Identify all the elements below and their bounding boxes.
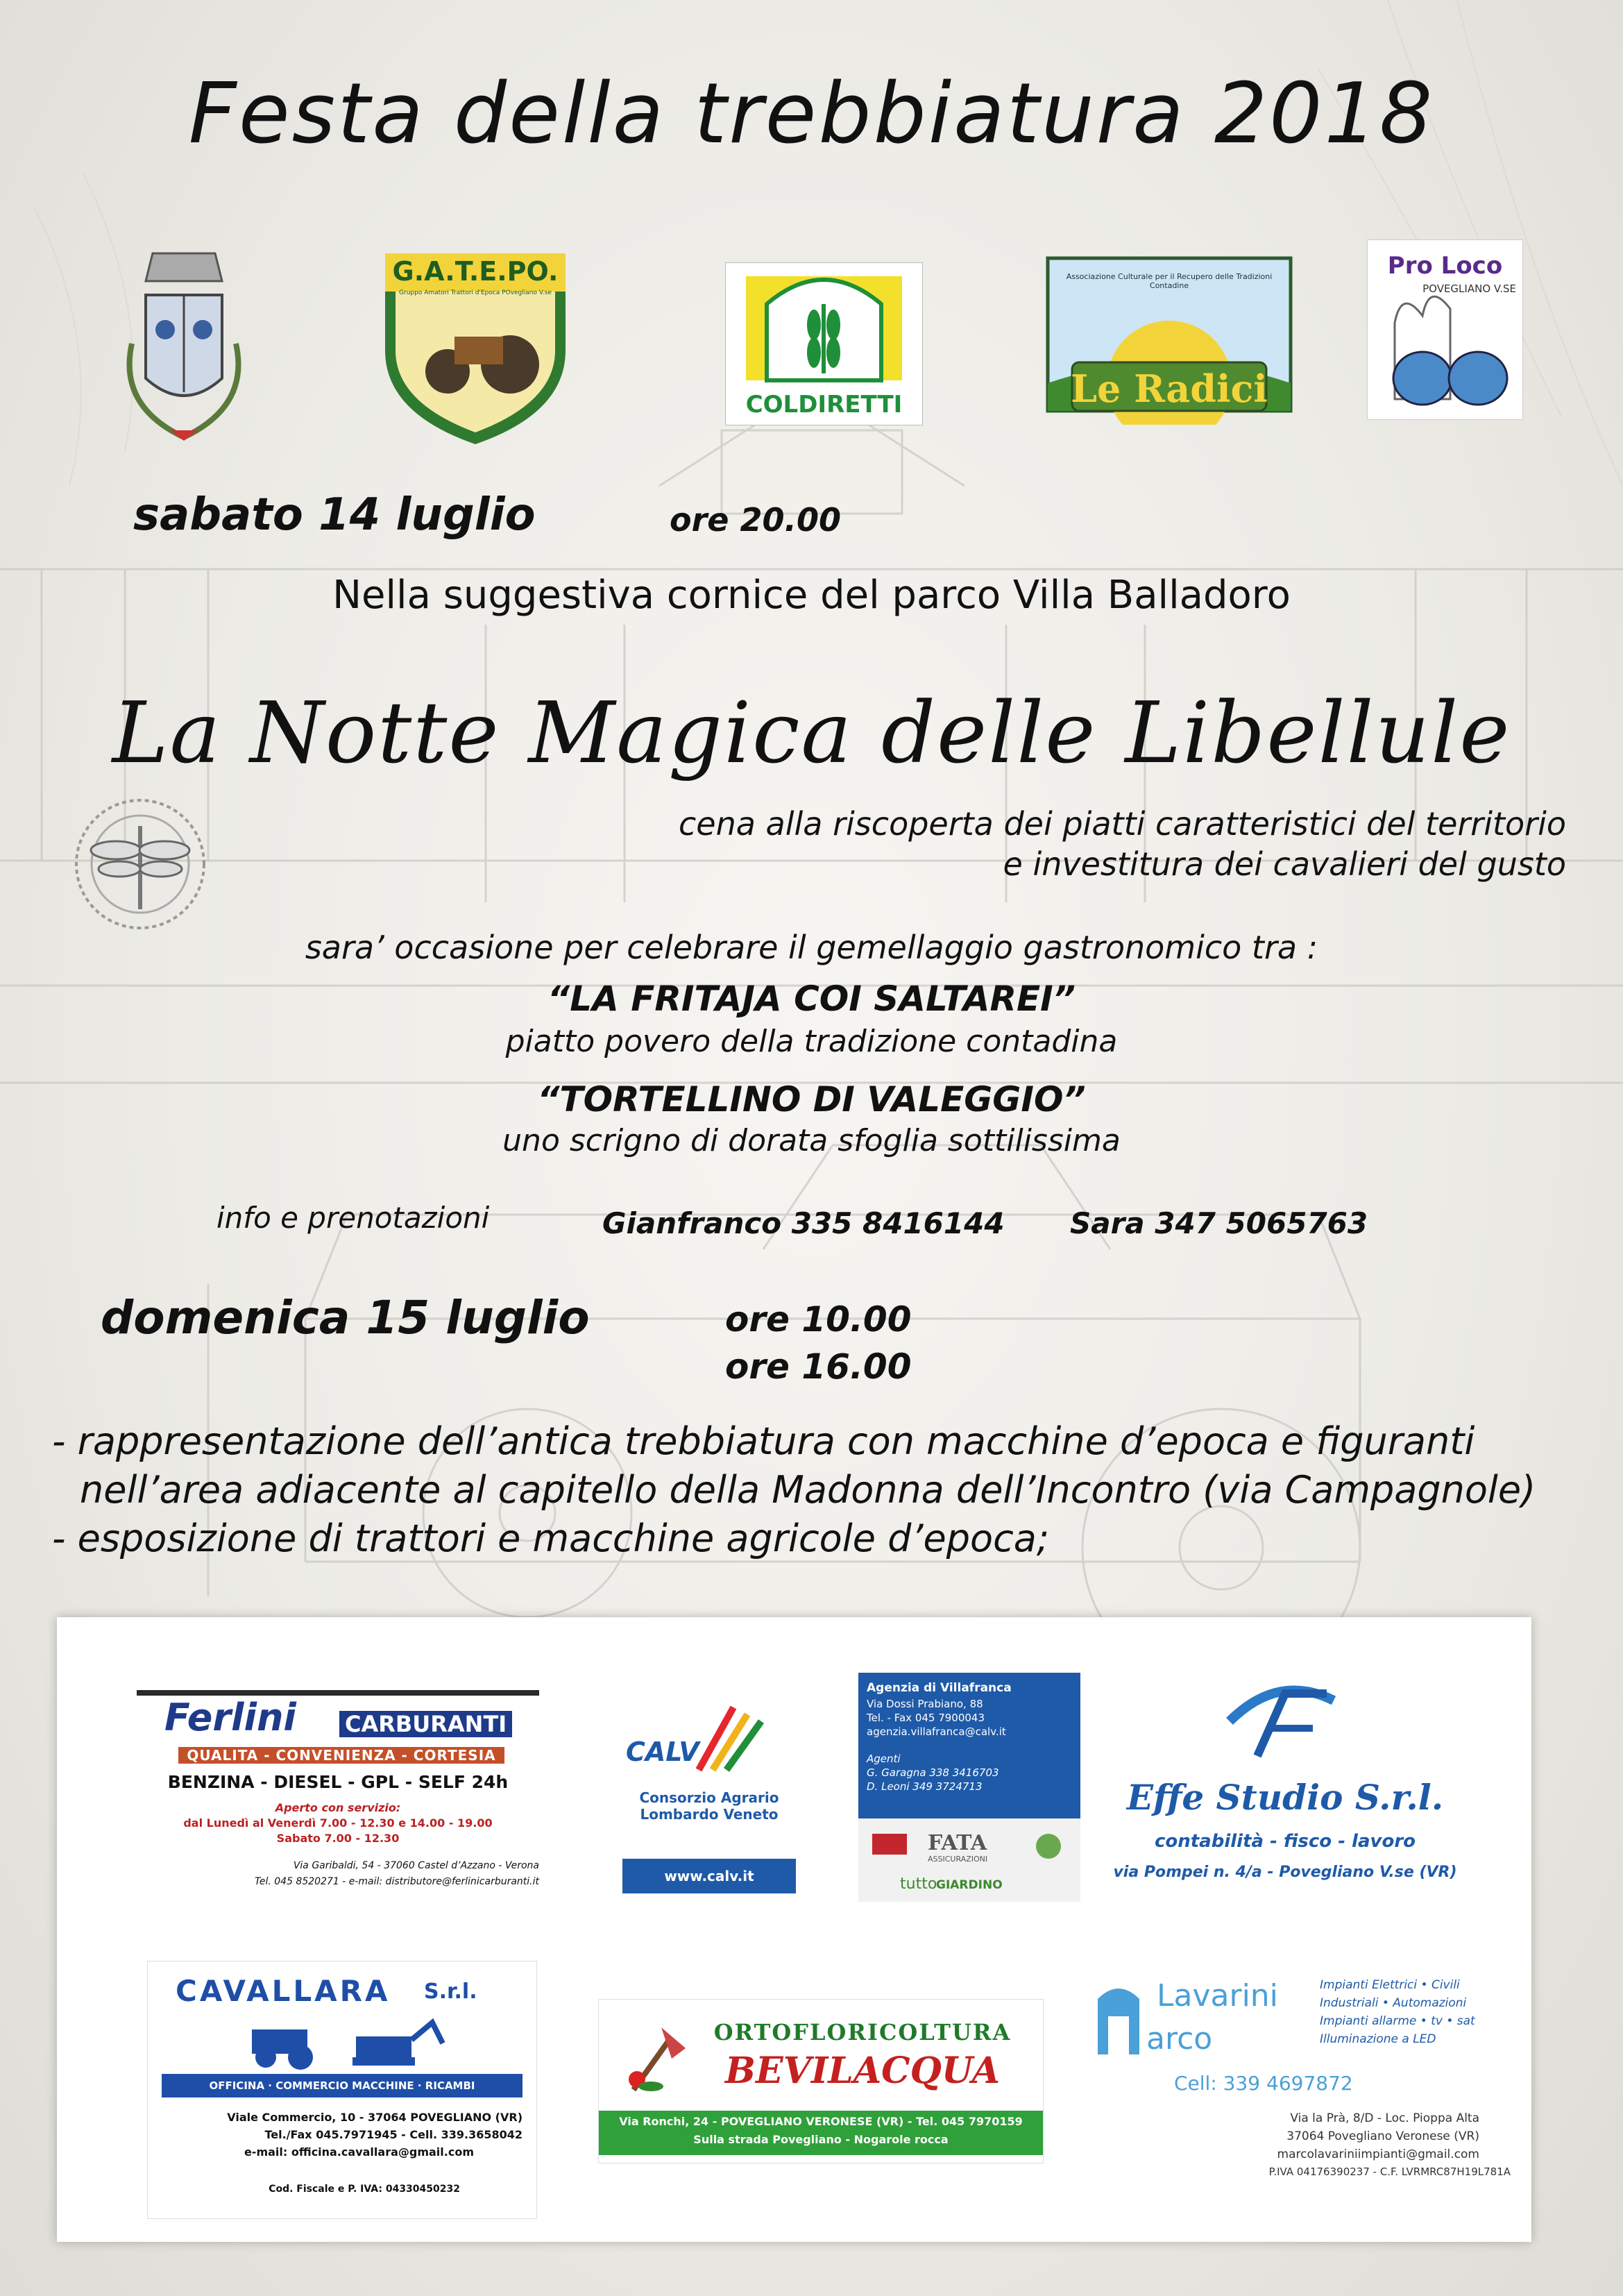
- gatepo-name: G.A.T.E.PO.: [392, 256, 559, 287]
- dish1-description: piatto povero della tradizione contadina: [505, 1024, 1118, 1059]
- lavarini-sponsor: [1091, 1964, 1521, 2221]
- flower-shovel-icon: [620, 2020, 696, 2097]
- cavallara-suffix: S.r.l.: [424, 1980, 477, 2004]
- calv-logo: CALV: [626, 1737, 699, 1767]
- ferlini-fuels: BENZINA - DIESEL - GPL - SELF 24h: [167, 1772, 509, 1792]
- booking-info-label: info e prenotazioni: [216, 1201, 490, 1235]
- dinner-description-line1: cena alla riscoperta dei piatti caratteristici del territorio: [679, 805, 1566, 843]
- lavarini-email: marcolavariniimpianti@gmail.com: [1277, 2147, 1479, 2161]
- lavarini-service4: Illuminazione a LED: [1320, 2032, 1436, 2046]
- ferlini-name: Ferlini: [164, 1696, 296, 1739]
- cavallara-strip: OFFICINA · COMMERCIO MACCHINE · RICAMBI: [162, 2074, 522, 2097]
- calv-agent1: G. Garagna 338 3416703: [867, 1766, 999, 1779]
- tutto-giardino-prefix: tutto: [900, 1875, 937, 1893]
- pro-loco-name: Pro Loco: [1387, 252, 1503, 280]
- calv-agency-phone: Tel. - Fax 045 7900043: [867, 1712, 985, 1724]
- dish1-name: “LA FRITAJA COI SALTAREI”: [547, 979, 1076, 1019]
- coldiretti-logo: [725, 262, 923, 428]
- lavarini-name: Lavarini: [1157, 1978, 1278, 2014]
- activity-exhibition: - esposizione di trattori e macchine agricole d’epoca;: [52, 1517, 1050, 1560]
- ferlini-hours-saturday: Sabato 7.00 - 12.30: [276, 1832, 400, 1845]
- lavarini-service1: Impianti Elettrici • Civili: [1320, 1978, 1460, 1992]
- pro-loco-logo: [1367, 239, 1523, 423]
- contact-sara: Sara 347 5065763: [1070, 1206, 1368, 1240]
- sunday-time-afternoon: ore 16.00: [725, 1347, 912, 1387]
- le-radici-arc-text: Associazione Culturale per il Recupero delle Tradizioni Contadine: [1066, 272, 1273, 290]
- gatepo-logo: [378, 246, 572, 450]
- lavarini-address2: 37064 Povegliano Veronese (VR): [1286, 2129, 1479, 2143]
- dish2-description: uno scrigno di dorata sfoglia sottilissima: [502, 1123, 1121, 1158]
- calv-agency-title: Agenzia di Villafranca: [867, 1681, 1012, 1695]
- gatepo-subtitle: Gruppo Amatori Trattori d'Epoca POvegliano V.se: [399, 289, 552, 296]
- calv-agency-address: Via Dossi Prabiano, 88: [867, 1698, 983, 1710]
- bevilacqua-top: ORTOFLORICOLTURA: [713, 2019, 1012, 2045]
- sunday-time-morning: ore 10.00: [725, 1299, 912, 1340]
- saturday-time: ore 20.00: [670, 501, 842, 539]
- lavarini-logo-mark: [1091, 1978, 1146, 2061]
- contact-gianfranco: Gianfranco 335 8416144: [602, 1206, 1005, 1240]
- ferlini-hours-title: Aperto con servizio:: [275, 1801, 401, 1814]
- effe-studio-address: via Pompei n. 4/a - Povegliano V.se (VR): [1113, 1864, 1457, 1881]
- effe-studio-services: contabilità - fisco - lavoro: [1154, 1831, 1416, 1852]
- calv-website: www.calv.it: [622, 1859, 796, 1893]
- calv-agency-email: agenzia.villafranca@calv.it: [867, 1725, 1006, 1738]
- ferlini-sponsor: [137, 1690, 539, 1891]
- ferlini-name-carburanti: CARBURANTI: [339, 1711, 512, 1737]
- le-radici-name: Le Radici: [1071, 366, 1268, 411]
- dragonfly-emblem: [50, 791, 230, 940]
- activity-threshing-line1: - rappresentazione dell’antica trebbiatura con macchine d’epoca e figuranti: [52, 1419, 1475, 1463]
- cavallara-sponsor: [147, 1961, 537, 2219]
- twinning-announcement: sara’ occasione per celebrare il gemellaggio gastronomico tra :: [305, 929, 1318, 966]
- activity-threshing-line2: nell’area adiacente al capitello della Madonna dell’Incontro (via Campagnole): [80, 1468, 1536, 1512]
- le-radici-logo: [1041, 244, 1298, 428]
- lavarini-fiscal: P.IVA 04176390237 - C.F. LVRMRC87H19L781A: [1268, 2166, 1511, 2178]
- fata-logo: FATA: [928, 1831, 987, 1855]
- calv-agents-title: Agenti: [867, 1753, 901, 1765]
- pro-loco-subtitle: POVEGLIANO V.SE: [1422, 282, 1516, 295]
- lavarini-cell: Cell: 339 4697872: [1174, 2072, 1353, 2095]
- sunday-date: domenica 15 luglio: [101, 1291, 590, 1344]
- cavallara-address: Viale Commercio, 10 - 37064 POVEGLIANO (VR): [227, 2111, 522, 2124]
- venue-intro: Nella suggestiva cornice del parco Villa Balladoro: [332, 573, 1291, 618]
- lavarini-service2: Industriali • Automazioni: [1320, 1996, 1467, 2010]
- dish2-name: “TORTELLINO DI VALEGGIO”: [537, 1079, 1086, 1120]
- ferlini-contacts: Tel. 045 8520271 - e-mail: distributore@ferlinicarburanti.it: [255, 1876, 539, 1887]
- calv-agent2: D. Leoni 349 3724713: [867, 1780, 983, 1793]
- poster-title: Festa della trebbiatura 2018: [188, 66, 1435, 162]
- bevilacqua-directions: Sulla strada Povegliano - Nogarole rocca: [693, 2133, 949, 2146]
- dinner-description-line2: e investitura dei cavalieri del gusto: [1003, 845, 1566, 883]
- ferlini-address: Via Garibaldi, 54 - 37060 Castel d’Azzano - Verona: [293, 1860, 539, 1871]
- lavarini-address1: Via la Prà, 8/D - Loc. Pioppa Alta: [1290, 2111, 1479, 2125]
- bevilacqua-name: BEVILACQUA: [725, 2050, 1000, 2092]
- lavarini-name-second: arco: [1146, 2021, 1213, 2057]
- lavarini-service3: Impianti allarme • tv • sat: [1320, 2014, 1475, 2028]
- effe-studio-logo-mark: [1216, 1680, 1341, 1763]
- effe-studio-name: Effe Studio S.r.l.: [1126, 1777, 1444, 1818]
- bevilacqua-address: Via Ronchi, 24 - POVEGLIANO VERONESE (VR) - Tel. 045 7970159: [619, 2115, 1023, 2128]
- calv-line2: Lombardo Veneto: [640, 1806, 779, 1823]
- coldiretti-name: COLDIRETTI: [745, 391, 903, 419]
- fata-subtitle: ASSICURAZIONI: [928, 1855, 988, 1864]
- tutto-giardino-name: GIARDINO: [936, 1878, 1003, 1892]
- tractor-excavator-icon: [238, 2016, 446, 2071]
- saturday-date: sabato 14 luglio: [133, 489, 536, 541]
- cavallara-name: CAVALLARA: [176, 1974, 391, 2008]
- coat-of-arms-logo: [104, 233, 264, 450]
- cavallara-email: e-mail: officina.cavallara@gmail.com: [244, 2145, 474, 2159]
- cavallara-fiscal: Cod. Fiscale e P. IVA: 04330450232: [269, 2184, 460, 2195]
- bevilacqua-sponsor: [598, 1999, 1044, 2163]
- ferlini-hours-weekdays: dal Lunedì al Venerdì 7.00 - 12.30 e 14.00 - 19.00: [183, 1816, 493, 1830]
- cavallara-phone: Tel./Fax 045.7971945 - Cell. 339.3658042: [264, 2128, 522, 2141]
- calv-sponsor: [622, 1673, 1025, 1902]
- calv-line1: Consorzio Agrario: [639, 1789, 779, 1806]
- effe-studio-sponsor: [1077, 1666, 1493, 1902]
- sponsors-panel: [57, 1617, 1531, 2242]
- ferlini-slogan: QUALITA - CONVENIENZA - CORTESIA: [178, 1747, 504, 1764]
- event-name: La Notte Magica delle Libellule: [112, 684, 1511, 782]
